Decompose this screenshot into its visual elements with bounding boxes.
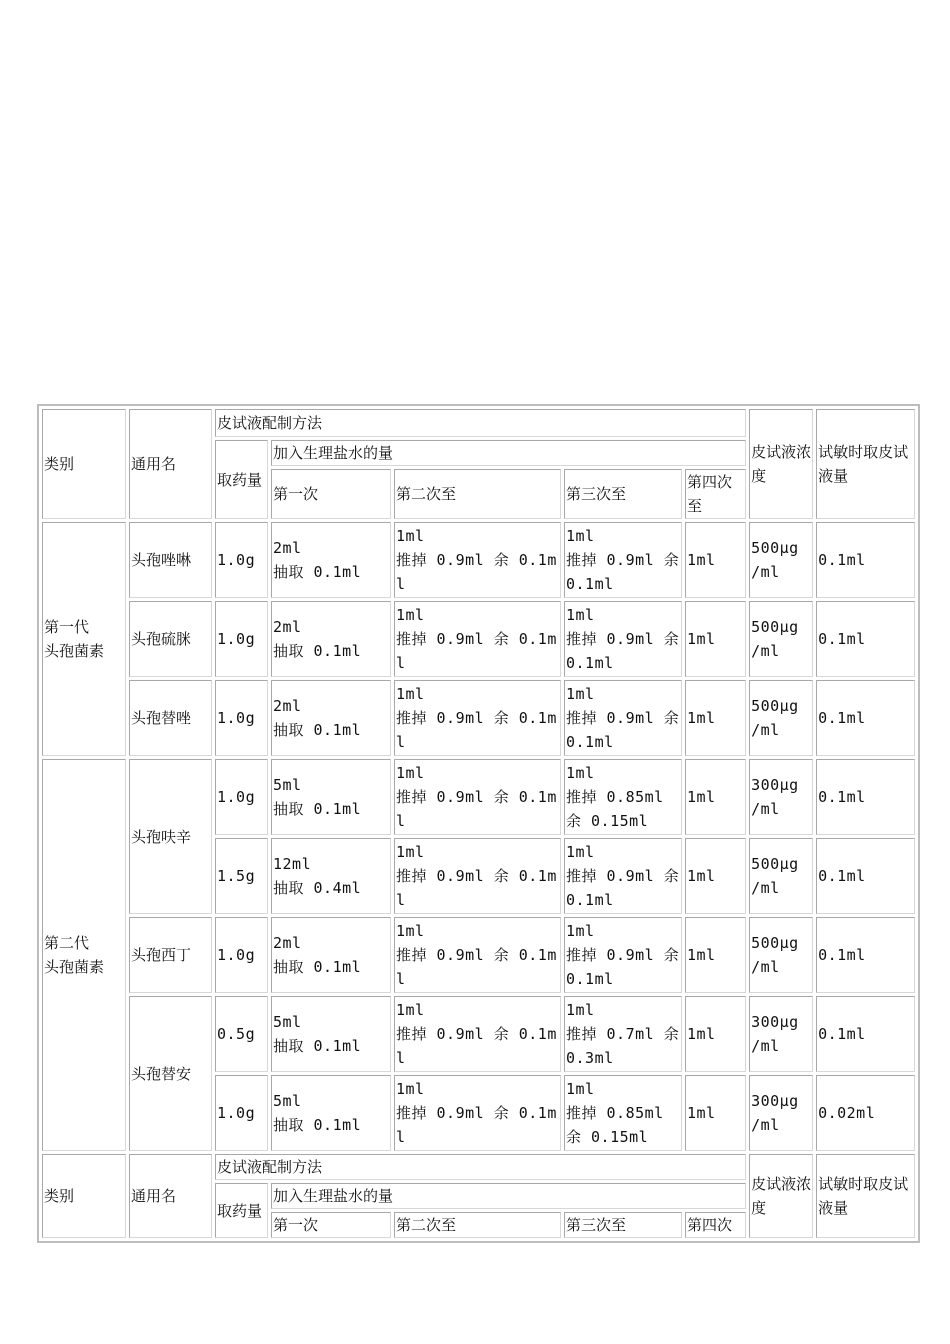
- concentration-cell: 500μg /ml: [749, 522, 813, 598]
- category-cell: 第一代 头孢菌素: [42, 522, 126, 756]
- dose-cell: 0.1ml: [816, 680, 915, 756]
- step2-cell: 1ml 推掉 0.9ml 余 0.1ml: [394, 680, 561, 756]
- repeat-header-method: 皮试液配制方法: [215, 1154, 746, 1180]
- step1-cell: 2ml 抽取 0.1ml: [271, 917, 391, 993]
- repeat-header-category: 类别: [42, 1154, 126, 1238]
- header-saline: 加入生理盐水的量: [271, 440, 746, 466]
- header-category: 类别: [42, 409, 126, 519]
- concentration-cell: 300μg /ml: [749, 759, 813, 835]
- drug-amount-cell: 1.0g: [215, 917, 268, 993]
- repeat-header-step1: 第一次: [271, 1212, 391, 1238]
- repeat-header-step4: 第四次: [685, 1212, 746, 1238]
- step4-cell: 1ml: [685, 1075, 746, 1151]
- repeat-header-row-1: [42, 1154, 915, 1180]
- drug-amount-cell: 1.0g: [215, 522, 268, 598]
- table-row: [42, 680, 915, 756]
- dose-cell: 0.1ml: [816, 838, 915, 914]
- table-row: [42, 601, 915, 677]
- dose-cell: 0.1ml: [816, 601, 915, 677]
- table-row: [42, 917, 915, 993]
- step2-cell: 1ml 推掉 0.9ml 余 0.1ml: [394, 917, 561, 993]
- drug-amount-cell: 0.5g: [215, 996, 268, 1072]
- step1-cell: 12ml 抽取 0.4ml: [271, 838, 391, 914]
- step2-cell: 1ml 推掉 0.9ml 余 0.1ml: [394, 522, 561, 598]
- step4-cell: 1ml: [685, 838, 746, 914]
- concentration-cell: 500μg /ml: [749, 838, 813, 914]
- step3-cell: 1ml 推掉 0.85ml 余 0.15ml: [564, 1075, 682, 1151]
- step1-cell: 2ml 抽取 0.1ml: [271, 522, 391, 598]
- table-row: [42, 522, 915, 598]
- step4-cell: 1ml: [685, 917, 746, 993]
- step1-cell: 2ml 抽取 0.1ml: [271, 680, 391, 756]
- table-body: [42, 409, 915, 1238]
- step3-cell: 1ml 推掉 0.9ml 余 0.1ml: [564, 680, 682, 756]
- drug-amount-cell: 1.0g: [215, 601, 268, 677]
- drug-amount-cell: 1.0g: [215, 1075, 268, 1151]
- step1-cell: 5ml 抽取 0.1ml: [271, 1075, 391, 1151]
- drug-amount-cell: 1.5g: [215, 838, 268, 914]
- step2-cell: 1ml 推掉 0.9ml 余 0.1ml: [394, 1075, 561, 1151]
- category-cell: 第二代 头孢菌素: [42, 759, 126, 1151]
- step3-cell: 1ml 推掉 0.9ml 余 0.1ml: [564, 522, 682, 598]
- header-generic-name: 通用名: [129, 409, 212, 519]
- step1-cell: 5ml 抽取 0.1ml: [271, 759, 391, 835]
- header-step3: 第三次至: [564, 469, 682, 519]
- repeat-header-step3: 第三次至: [564, 1212, 682, 1238]
- repeat-header-generic-name: 通用名: [129, 1154, 212, 1238]
- concentration-cell: 500μg /ml: [749, 917, 813, 993]
- repeat-header-drug-amount: 取药量: [215, 1183, 268, 1238]
- step2-cell: 1ml 推掉 0.9ml 余 0.1ml: [394, 838, 561, 914]
- drug-amount-cell: 1.0g: [215, 759, 268, 835]
- header-step4: 第四次至: [685, 469, 746, 519]
- dose-cell: 0.1ml: [816, 759, 915, 835]
- step3-cell: 1ml 推掉 0.85ml 余 0.15ml: [564, 759, 682, 835]
- concentration-cell: 500μg /ml: [749, 601, 813, 677]
- header-drug-amount: 取药量: [215, 440, 268, 519]
- step4-cell: 1ml: [685, 522, 746, 598]
- table-row: [42, 759, 915, 835]
- concentration-cell: 500μg /ml: [749, 680, 813, 756]
- repeat-header-saline: 加入生理盐水的量: [271, 1183, 746, 1209]
- step4-cell: 1ml: [685, 680, 746, 756]
- repeat-header-concentration: 皮试液浓度: [749, 1154, 813, 1238]
- dose-cell: 0.1ml: [816, 917, 915, 993]
- generic-name-cell: 头孢唑啉: [129, 522, 212, 598]
- step2-cell: 1ml 推掉 0.9ml 余 0.1ml: [394, 996, 561, 1072]
- concentration-cell: 300μg /ml: [749, 1075, 813, 1151]
- step3-cell: 1ml 推掉 0.9ml 余 0.1ml: [564, 917, 682, 993]
- header-dose: 试敏时取皮试液量: [816, 409, 915, 519]
- generic-name-cell: 头孢替唑: [129, 680, 212, 756]
- step1-cell: 2ml 抽取 0.1ml: [271, 601, 391, 677]
- generic-name-cell: 头孢替安: [129, 996, 212, 1151]
- dose-cell: 0.02ml: [816, 1075, 915, 1151]
- header-concentration: 皮试液浓度: [749, 409, 813, 519]
- concentration-cell: 300μg /ml: [749, 996, 813, 1072]
- header-method: 皮试液配制方法: [215, 409, 746, 437]
- skin-test-table: [37, 404, 920, 1243]
- generic-name-cell: 头孢硫脒: [129, 601, 212, 677]
- step3-cell: 1ml 推掉 0.9ml 余 0.1ml: [564, 838, 682, 914]
- repeat-header-step2: 第二次至: [394, 1212, 561, 1238]
- document-table-wrapper: [37, 404, 915, 1243]
- step4-cell: 1ml: [685, 601, 746, 677]
- generic-name-cell: 头孢西丁: [129, 917, 212, 993]
- step2-cell: 1ml 推掉 0.9ml 余 0.1ml: [394, 759, 561, 835]
- step1-cell: 5ml 抽取 0.1ml: [271, 996, 391, 1072]
- header-step1: 第一次: [271, 469, 391, 519]
- table-row: [42, 996, 915, 1072]
- header-step2: 第二次至: [394, 469, 561, 519]
- step3-cell: 1ml 推掉 0.7ml 余 0.3ml: [564, 996, 682, 1072]
- drug-amount-cell: 1.0g: [215, 680, 268, 756]
- header-row-1: [42, 409, 915, 437]
- generic-name-cell: 头孢呋辛: [129, 759, 212, 914]
- repeat-header-dose: 试敏时取皮试液量: [816, 1154, 915, 1238]
- step3-cell: 1ml 推掉 0.9ml 余 0.1ml: [564, 601, 682, 677]
- step4-cell: 1ml: [685, 996, 746, 1072]
- dose-cell: 0.1ml: [816, 522, 915, 598]
- step2-cell: 1ml 推掉 0.9ml 余 0.1ml: [394, 601, 561, 677]
- dose-cell: 0.1ml: [816, 996, 915, 1072]
- step4-cell: 1ml: [685, 759, 746, 835]
